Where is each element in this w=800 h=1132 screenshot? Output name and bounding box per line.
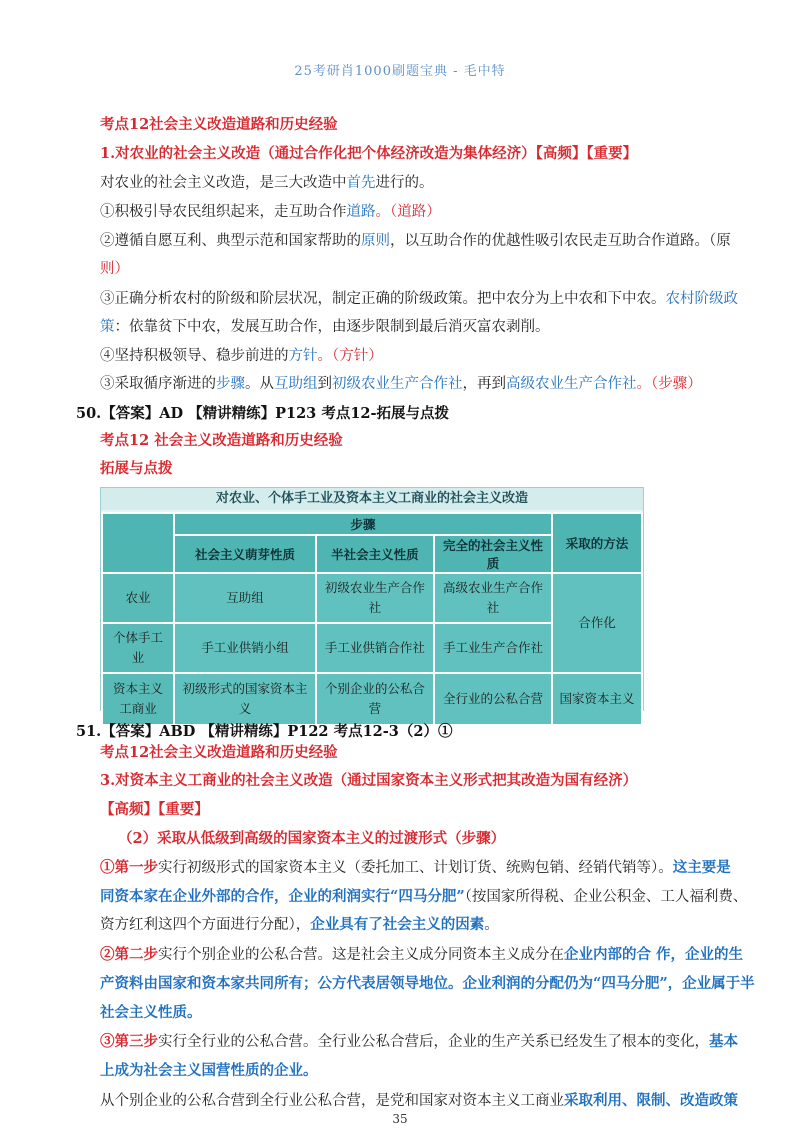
table-cell: 高级农业生产合作社	[434, 573, 552, 623]
paragraph: ③采取循序渐进的步骤。从互助组到初级农业生产合作社，再到高级农业生产合作社。（步骤）	[100, 376, 702, 392]
stage-header: 完全的社会主义性质	[434, 535, 552, 573]
paragraph: ③第三步实行全行业的公私合营。全行业公私合营后，企业的生产关系已经发生了根本的变化，基本	[100, 1033, 738, 1050]
paragraph: ②遵循自愿互利、典型示范和国家帮助的原则，以互助合作的优越性吸引农民走互助合作道路。（原	[100, 233, 731, 249]
paragraph: ③正确分析农村的阶级和阶层状况，制定正确的阶级政策。把中农分为上中农和下中农。农村阶级政	[100, 291, 738, 307]
method-cell: 国家资本主义	[552, 673, 642, 725]
method-cell-merged: 合作化	[552, 573, 642, 673]
paragraph: ②第二步实行个别企业的公私合营。这是社会主义成分同资本主义成分在企业内部的合 作，企业的生	[100, 946, 744, 963]
answer-50-label: 50.【答案】AD 【精讲精练】P123 考点12-拓展与点拨	[76, 405, 450, 422]
paragraph: ①积极引导农民组织起来，走互助合作道路。（道路）	[100, 204, 441, 220]
table-cell: 全行业的公私合营	[434, 673, 552, 725]
paragraph: 对农业的社会主义改造，是三大改造中首先进行的。	[100, 175, 434, 191]
table-cell: 手工业供销合作社	[316, 623, 434, 673]
row-header-agriculture: 农业	[102, 573, 174, 623]
stage-header: 半社会主义性质	[316, 535, 434, 573]
sub-heading: 拓展与点拨	[100, 460, 173, 477]
page-header: 25考研肖1000刷题宝典 - 毛中特	[294, 64, 506, 79]
section-title: 3.对资本主义工商业的社会主义改造（通过国家资本主义形式把其改造为国有经济）	[100, 772, 638, 789]
kaodian-heading: 考点12社会主义改造道路和历史经验	[100, 116, 338, 133]
tags: 【高频】【重要】	[100, 801, 209, 818]
table-cell: 手工业供销小组	[174, 623, 316, 673]
kaodian-heading: 考点12社会主义改造道路和历史经验	[100, 744, 338, 761]
table-corner	[102, 513, 174, 573]
paragraph-cont: 产资料由国家和资本家共同所有；公方代表居领导地位。企业利润的分配仍为“四马分肥”，企业属于半	[100, 975, 755, 992]
paragraph-cont: 上成为社会主义国营性质的企业。	[100, 1062, 318, 1079]
table-cell: 初级形式的国家资本主义	[174, 673, 316, 725]
paragraph: ①第一步实行初级形式的国家资本主义（委托加工、计划订货、统购包销、经销代销等）。这主要是	[100, 859, 731, 876]
sub-heading: （2）采取从低级到高级的国家资本主义的过渡形式（步骤）	[118, 830, 506, 847]
table-cell: 初级农业生产合作社	[316, 573, 434, 623]
section-title: 1.对农业的社会主义改造（通过合作化把个体经济改造为集体经济）【高频】【重要】	[100, 145, 638, 162]
paragraph-cont: 资方红利这四个方面进行分配），企业具有了社会主义的因素。	[100, 916, 499, 933]
paragraph-cont: 同资本家在企业外部的合作，企业的利润实行“四马分肥”（按国家所得税、企业公积金、工人福利费、	[100, 888, 748, 905]
kaodian-heading: 考点12 社会主义改造道路和历史经验	[100, 432, 343, 449]
paragraph: ④坚持积极领导、稳步前进的方针。（方针）	[100, 348, 383, 364]
paragraph-cont: 则）	[100, 261, 129, 277]
method-header: 采取的方法	[552, 513, 642, 573]
table-cell: 手工业生产合作社	[434, 623, 552, 673]
reform-table-figure	[100, 487, 644, 716]
stage-header: 社会主义萌芽性质	[174, 535, 316, 573]
table-cell: 互助组	[174, 573, 316, 623]
page-number: 35	[392, 1112, 408, 1126]
paragraph-cont: 策：依靠贫下中农，发展互助合作，由逐步限制到最后消灭富农剥削。	[100, 319, 550, 335]
table-title: 对农业、个体手工业及资本主义工商业的社会主义改造	[101, 488, 643, 510]
paragraph-cont: 社会主义性质。	[100, 1004, 202, 1021]
step-header: 步骤	[174, 513, 552, 535]
row-header-capitalist: 资本主义工商业	[102, 673, 174, 725]
paragraph: 从个别企业的公私合营到全行业公私合营，是党和国家对资本主义工商业采取利用、限制、改造政策	[100, 1092, 738, 1109]
table-cell: 个别企业的公私合营	[316, 673, 434, 725]
row-header-handicraft: 个体手工业	[102, 623, 174, 673]
answer-51-label: 51.【答案】ABD 【精讲精练】P122 考点12-3（2）①	[76, 723, 453, 740]
reform-table	[101, 512, 643, 726]
